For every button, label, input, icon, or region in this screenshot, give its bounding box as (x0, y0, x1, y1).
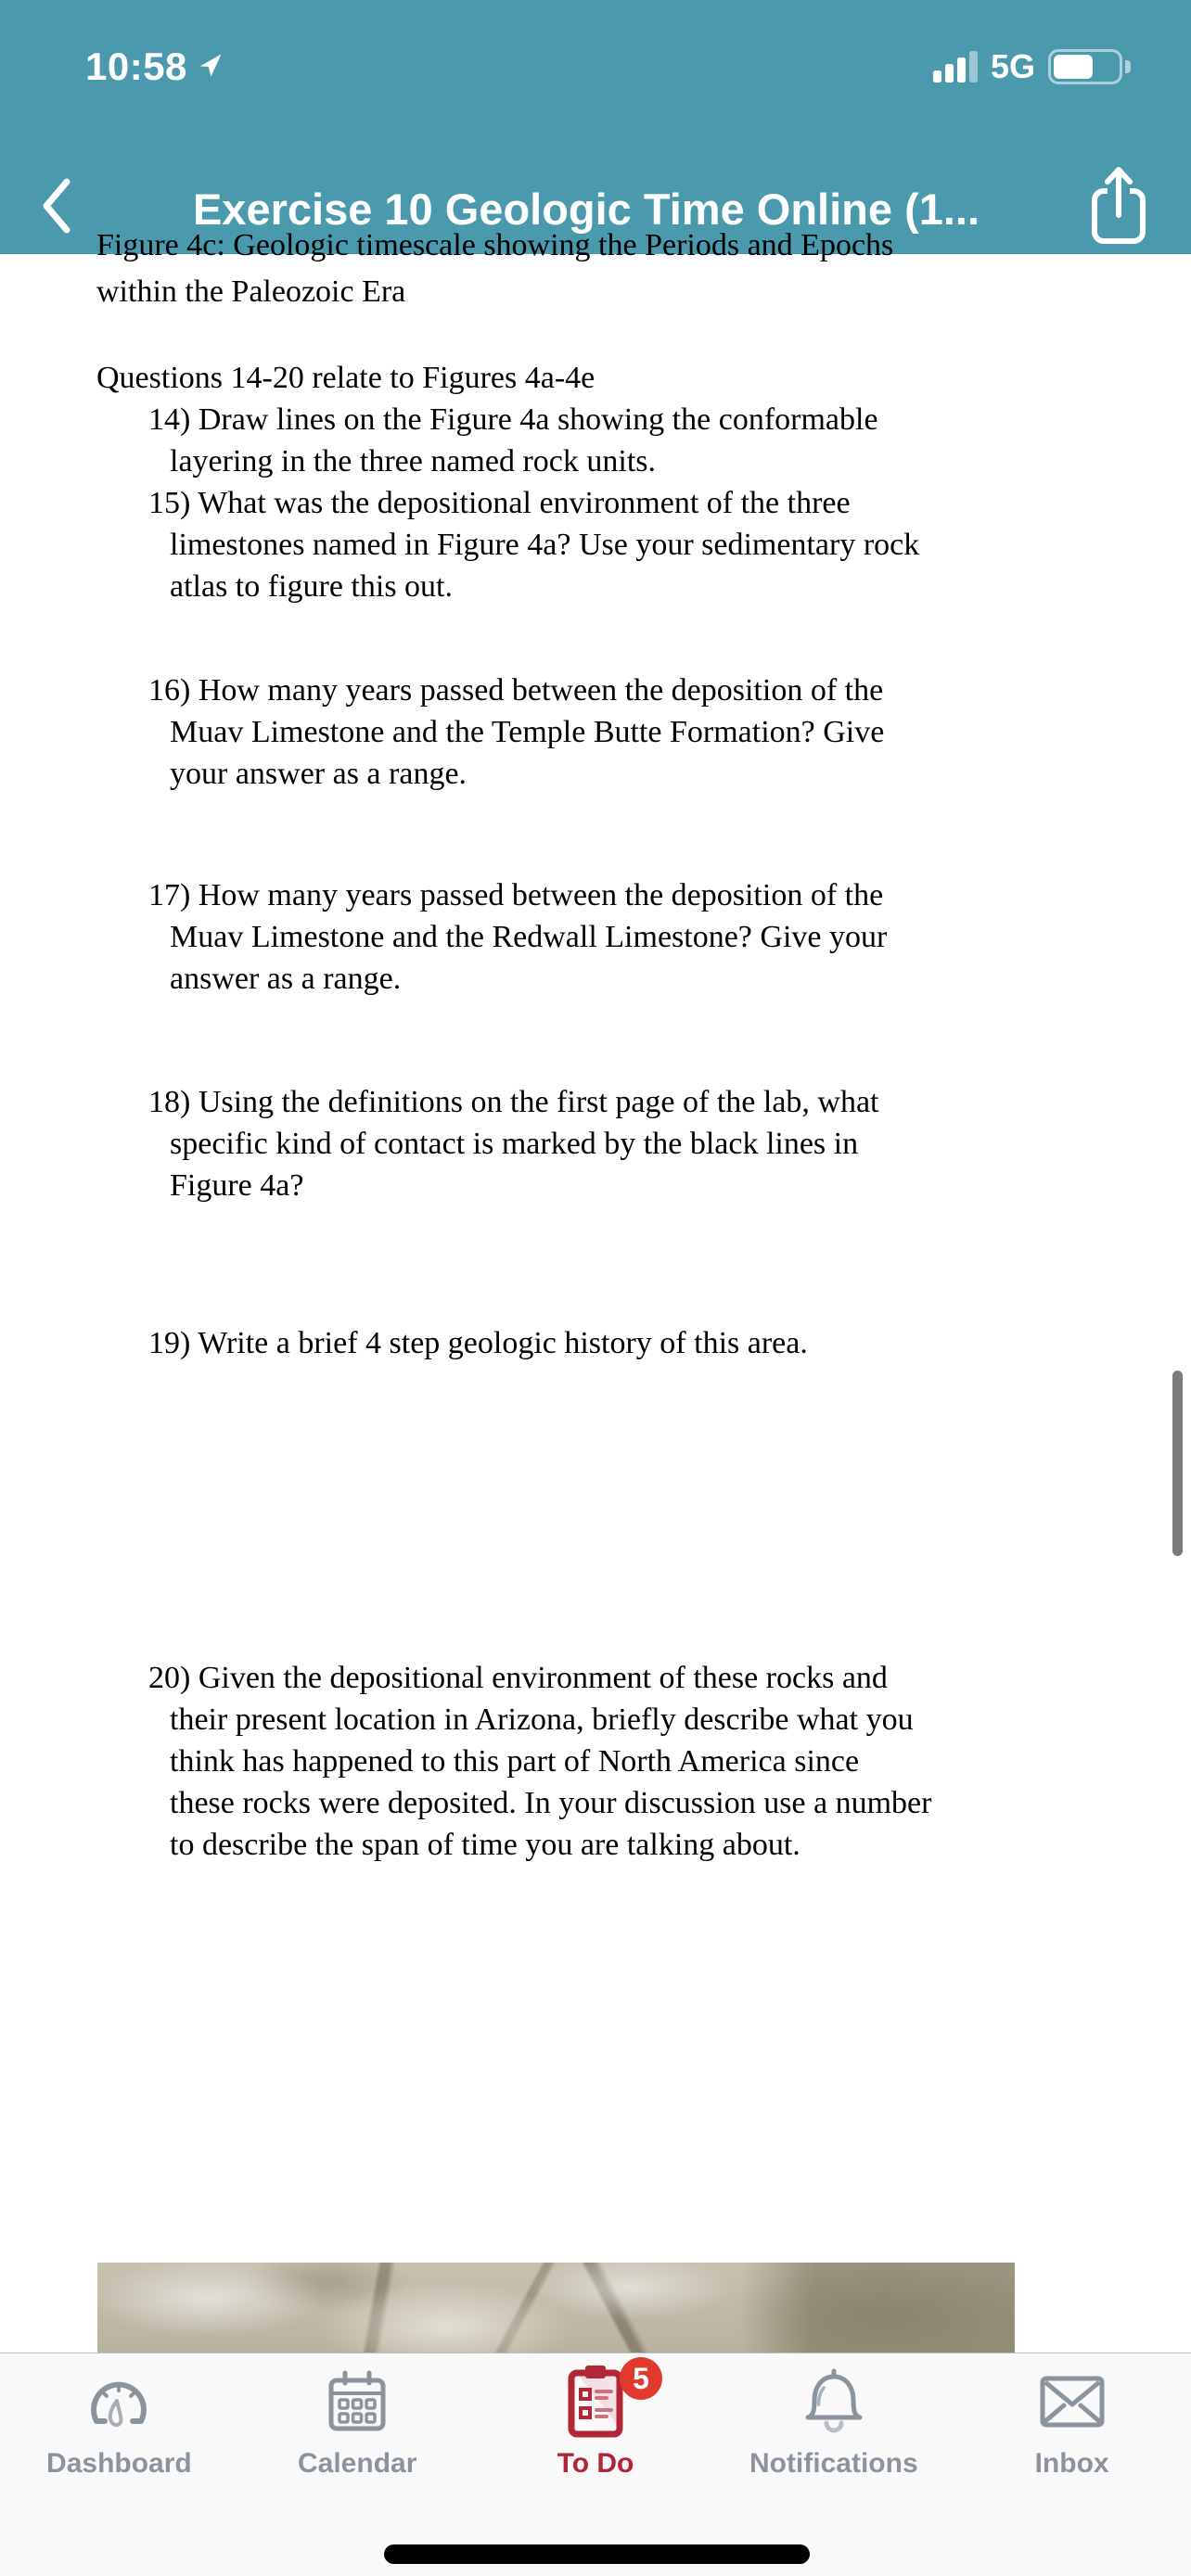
tab-bar (0, 2353, 1191, 2576)
home-indicator[interactable] (384, 2544, 810, 2564)
signal-strength-icon (933, 51, 978, 83)
tab-calendar[interactable] (238, 2353, 477, 2576)
doc-line: 14) Draw lines on the Figure 4a showing the conformable (148, 402, 878, 437)
doc-line: answer as a range. (170, 962, 402, 996)
tab-notifications[interactable] (714, 2353, 953, 2576)
todo-badge: 5 (620, 2357, 662, 2400)
doc-line: Muav Limestone and the Temple Butte Formation? Give (170, 715, 885, 749)
tab-inbox[interactable] (953, 2353, 1191, 2576)
tab-dashboard[interactable] (0, 2353, 238, 2576)
doc-line: atlas to figure this out. (170, 569, 454, 604)
tab-todo[interactable] (477, 2353, 715, 2576)
doc-line: think has happened to this part of North America since (170, 1744, 860, 1779)
doc-line: Muav Limestone and the Redwall Limestone? Give your (170, 920, 888, 954)
doc-line: Questions 14-20 relate to Figures 4a-4e (96, 361, 596, 395)
network-type-label: 5G (990, 47, 1035, 85)
doc-line: limestones named in Figure 4a? Use your sedimentary rock (170, 528, 920, 562)
tab-label: Dashboard (46, 2448, 192, 2479)
doc-line: Figure 4c: Geologic timescale showing the Periods and Epochs (96, 228, 894, 262)
doc-line: 18) Using the definitions on the first page of the lab, what (148, 1085, 879, 1119)
doc-line: specific kind of contact is marked by the black lines in (170, 1127, 859, 1161)
dashboard-gauge-icon (83, 2363, 154, 2441)
notifications-bell-icon (800, 2363, 867, 2441)
status-bar (0, 37, 1191, 96)
doc-line: 19) Write a brief 4 step geologic history of this area. (148, 1326, 808, 1360)
rock-outcrop-photo (97, 2263, 1015, 2353)
status-left (85, 45, 224, 89)
back-button[interactable] (28, 169, 83, 247)
clipped-text-line (96, 228, 1135, 266)
tab-label: Inbox (1034, 2448, 1109, 2479)
tab-label: Notifications (749, 2448, 918, 2479)
battery-icon (1048, 49, 1122, 84)
todo-clipboard-icon (566, 2361, 649, 2441)
document-viewer[interactable] (0, 228, 1191, 2353)
tab-label: Calendar (298, 2448, 417, 2479)
status-right (933, 47, 1122, 86)
page-title: Exercise 10 Geologic Time Online (1... (192, 185, 980, 234)
doc-line: your answer as a range. (170, 757, 467, 791)
figure-caption: within the Paleozoic Era (96, 274, 406, 309)
tab-label: To Do (557, 2448, 634, 2479)
back-chevron-icon (39, 177, 72, 239)
share-icon (1088, 163, 1149, 253)
doc-line: 16) How many years passed between the deposition of the (148, 673, 884, 708)
doc-line: to describe the span of time you are talking about. (170, 1828, 800, 1862)
clock: 10:58 (85, 45, 187, 88)
doc-line: Figure 4a? (170, 1168, 304, 1203)
scrollbar-thumb[interactable] (1172, 1371, 1183, 1556)
doc-line: 17) How many years passed between the deposition of the (148, 878, 884, 912)
calendar-icon (326, 2363, 389, 2441)
header (0, 0, 1191, 254)
location-arrow-icon (197, 51, 224, 83)
doc-line: layering in the three named rock units. (170, 444, 656, 478)
doc-line: 15) What was the depositional environment of the three (148, 486, 851, 520)
doc-line: these rocks were deposited. In your discussion use a number (170, 1786, 932, 1820)
doc-line: 20) Given the depositional environment of these rocks and (148, 1661, 888, 1695)
share-button[interactable] (1082, 159, 1156, 256)
inbox-envelope-icon (1038, 2363, 1107, 2441)
doc-line: their present location in Arizona, briefly describe what you (170, 1702, 914, 1737)
